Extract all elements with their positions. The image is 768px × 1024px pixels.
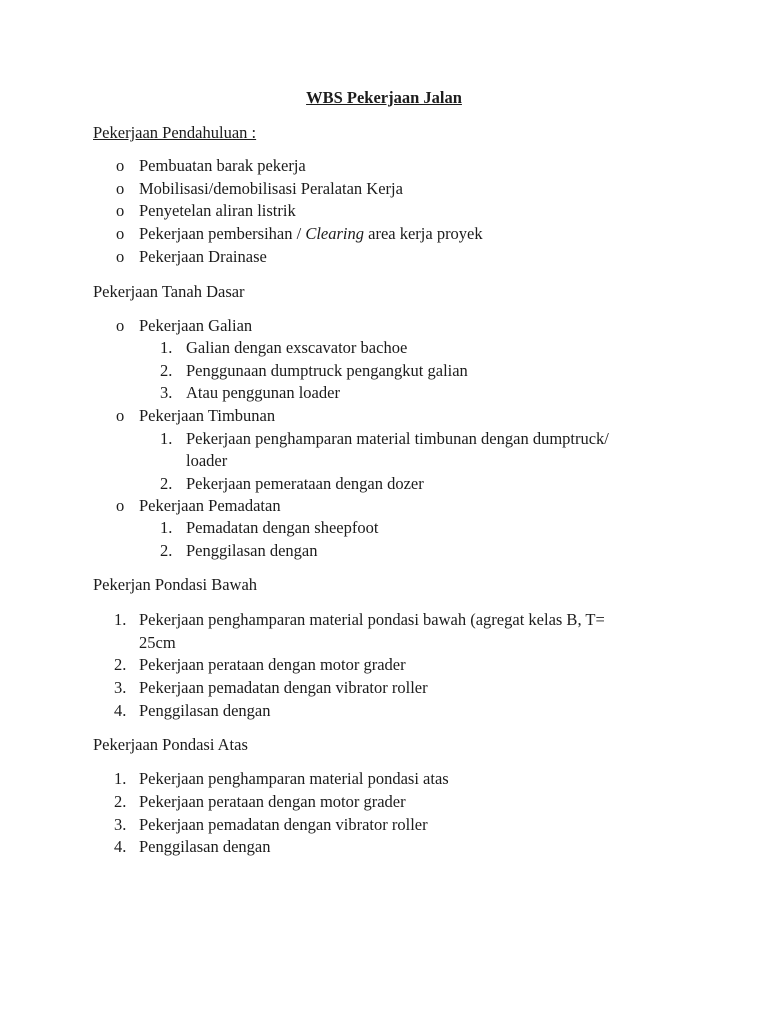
list-number: 4. <box>114 837 127 856</box>
list-number: 1. <box>114 769 127 788</box>
list-item: Pembuatan barak pekerja <box>139 156 306 175</box>
sub-list-item: Pekerjaan penghamparan material timbunan dengan dumptruck/ <box>186 429 609 448</box>
list-item-continuation: 25cm <box>139 633 176 652</box>
list-item: Pekerjaan pemadatan dengan vibrator roller <box>139 815 428 834</box>
list-number: 1. <box>160 518 173 537</box>
sub-list-item-continuation: loader <box>186 451 228 470</box>
list-item: Pekerjaan pemadatan dengan vibrator roller <box>139 678 428 697</box>
list-number: 1. <box>160 429 173 448</box>
list-number: 3. <box>114 815 127 834</box>
section-heading-pendahuluan: Pekerjaan Pendahuluan : <box>93 123 257 142</box>
list-bullet: o <box>116 201 125 220</box>
page-title: WBS Pekerjaan Jalan <box>306 88 462 107</box>
list-number: 2. <box>160 474 173 493</box>
list-item <box>139 223 483 245</box>
list-number: 4. <box>114 701 127 720</box>
sub-list-item: Atau penggunan loader <box>186 383 340 402</box>
list-bullet: o <box>116 247 125 266</box>
list-number: 3. <box>160 383 173 402</box>
list-item: Pekerjaan perataan dengan motor grader <box>139 655 406 674</box>
list-item-text: Pekerjaan pembersihan / <box>139 224 306 243</box>
list-item: Pekerjaan penghamparan material pondasi atas <box>139 769 449 788</box>
list-item: Penggilasan dengan <box>139 701 271 720</box>
section-heading-pondasi-atas: Pekerjaan Pondasi Atas <box>93 735 248 754</box>
list-item: Mobilisasi/demobilisasi Peralatan Kerja <box>139 179 403 198</box>
list-bullet: o <box>116 224 125 243</box>
list-item-italic-text: Clearing <box>305 224 364 243</box>
list-item: Penyetelan aliran listrik <box>139 201 296 220</box>
list-bullet: o <box>116 406 125 425</box>
list-item: Pekerjaan perataan dengan motor grader <box>139 792 406 811</box>
list-bullet: o <box>116 179 125 198</box>
list-item: Pekerjaan Galian <box>139 316 253 335</box>
list-number: 2. <box>114 655 127 674</box>
section-heading-pondasi-bawah: Pekerjan Pondasi Bawah <box>93 575 258 594</box>
list-number: 2. <box>160 541 173 560</box>
list-number: 1. <box>114 610 127 629</box>
list-number: 1. <box>160 338 173 357</box>
section-heading-tanah-dasar: Pekerjaan Tanah Dasar <box>93 282 245 301</box>
sub-list-item: Galian dengan exscavator bachoe <box>186 338 408 357</box>
sub-list-item: Pekerjaan pemerataan dengan dozer <box>186 474 424 493</box>
list-item: Pekerjaan penghamparan material pondasi bawah (agregat kelas B, T= <box>139 610 605 629</box>
list-bullet: o <box>116 316 125 335</box>
sub-list-item: Penggilasan dengan <box>186 541 318 560</box>
list-item: Pekerjaan Drainase <box>139 247 267 266</box>
list-item: Pekerjaan Pemadatan <box>139 496 281 515</box>
list-bullet: o <box>116 156 125 175</box>
list-item-text: area kerja proyek <box>364 224 483 243</box>
list-number: 2. <box>160 361 173 380</box>
list-number: 2. <box>114 792 127 811</box>
list-item: Penggilasan dengan <box>139 837 271 856</box>
sub-list-item: Penggunaan dumptruck pengangkut galian <box>186 361 468 380</box>
list-number: 3. <box>114 678 127 697</box>
sub-list-item: Pemadatan dengan sheepfoot <box>186 518 379 537</box>
list-item: Pekerjaan Timbunan <box>139 406 276 425</box>
list-bullet: o <box>116 496 125 515</box>
